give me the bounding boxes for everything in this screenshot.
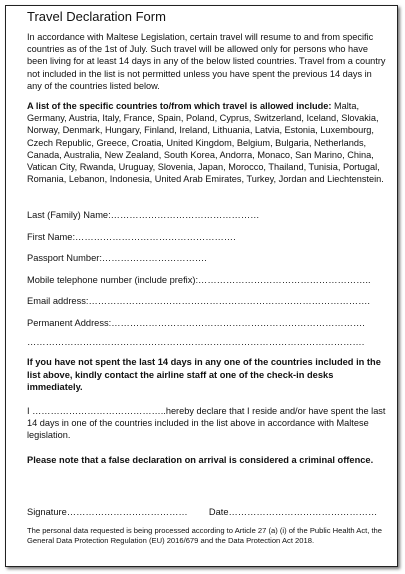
- permanent-address-continuation[interactable]: ……………………………………………………………………………………………….: [27, 337, 365, 348]
- email-field[interactable]: Email address:……………………………………………………………………………….: [27, 296, 370, 307]
- countries-list: Malta, Germany, Austria, Italy, France, Spain, Poland, Cyprus, Switzerland, Iceland, Slovakia, Norway, Denmark, Hungary, Finland, Ireland, Lithuania, Latvia, Estonia, Luxembourg, Czech Republic, Greece, Croatia, United Kingdom, Belgium, Bulgaria, Netherlands, Canada, Australia, New Zealand, South Korea, Andorra, Monaco, San Marino, China, Vatican City, Rwanda, Uruguay, Slovenia, Japan, Morocco, Thailand, Tunisia, Portugal, Romania, Lebanon, Indonesia, United Arab Emirates, Turkey, Jordan and Liechtenstein.: [27, 101, 384, 185]
- false-declaration-note: Please note that a false declaration on arrival is considered a criminal offence.: [27, 454, 374, 465]
- date-field[interactable]: Date…………………………………………: [208, 506, 378, 517]
- declaration-paragraph: I ……………………………………..hereby declare that I reside and/or have spent the last 14 days in one of the countries included in the list above in accordance with Maltese legislation.: [27, 406, 386, 441]
- signature-field[interactable]: Signature…………………………………: [27, 506, 188, 517]
- document-page: [5, 5, 398, 567]
- first-name-field[interactable]: First Name:…………………………………………….: [27, 231, 236, 242]
- passport-number-field[interactable]: Passport Number:…………………………….: [27, 253, 207, 264]
- intro-paragraph: In accordance with Maltese Legislation, certain travel will resume to and from specific countries as of the 1st of July. Such travel will be allowed only for persons who have been living for at least 14 days in any of the below listed countries. Travel from a country not included in the list is not permitted unless you have spent the previous 14 days in any of the countries listed below.: [27, 32, 386, 91]
- warning-paragraph: If you have not spent the last 14 days in any one of the countries included in the list above, kindly contact the airline staff at one of the check-in desks immediately.: [27, 357, 381, 392]
- countries-heading: A list of the specific countries to/from which travel is allowed include:: [27, 101, 332, 112]
- mobile-number-field[interactable]: Mobile telephone number (include prefix):………………………………………………..: [27, 274, 371, 285]
- form-content: [27, 6, 389, 546]
- data-protection-footnote: The personal data requested is being processed according to Article 27 (a) (i) of the Public Health Act, the General Data Protection Regulation (EU) 2016/679 and the Data Protection Act 2018.: [27, 525, 382, 545]
- last-name-field[interactable]: Last (Family) Name:…………………………………………: [27, 210, 260, 221]
- form-title: Travel Declaration Form: [27, 9, 166, 24]
- countries-paragraph: [27, 100, 389, 185]
- permanent-address-field[interactable]: Permanent Address:……………………………………………………………………….: [27, 317, 365, 328]
- signature-row: [27, 506, 389, 518]
- personal-details-fields: [27, 209, 389, 348]
